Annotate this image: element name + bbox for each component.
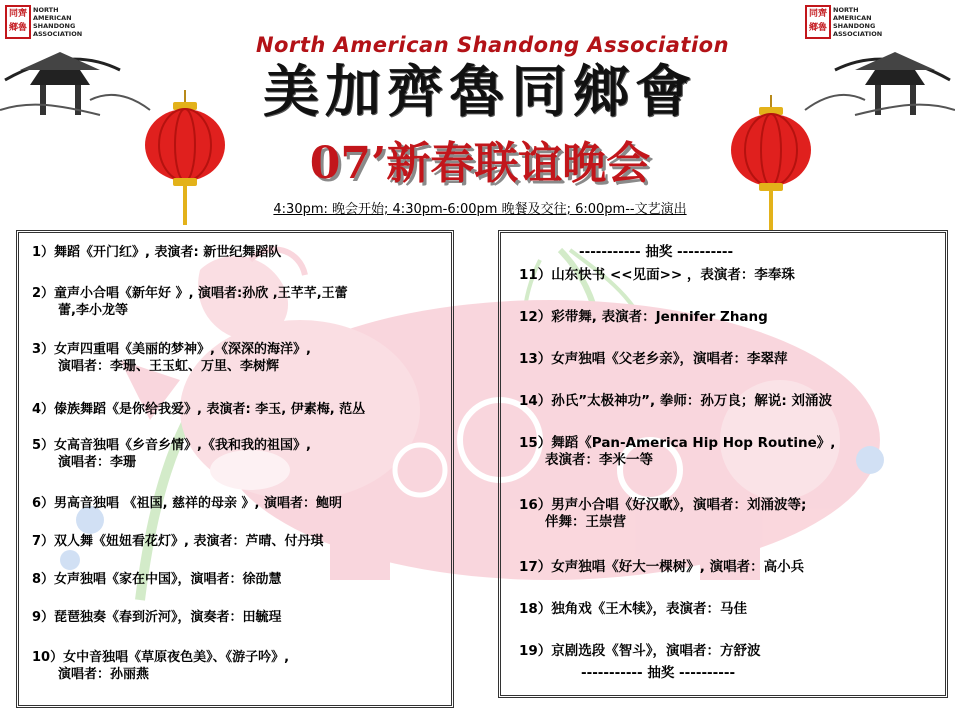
- lottery-divider-bottom: ----------- 抽奖 ----------: [581, 665, 736, 681]
- program-item: [32, 649, 289, 683]
- program-item: [32, 437, 311, 471]
- logo-text: NORTH AMERICAN SHANDONG ASSOCIATION: [833, 6, 883, 38]
- program-item-text: 7）双人舞《妞妞看花灯》, 表演者：芦晴、付丹琪: [32, 534, 324, 549]
- program-item: [32, 401, 365, 418]
- program-item-text: 18）独角戏《王木犊》，表演者：马佳: [519, 601, 748, 617]
- program-item-text: 6）男高音独唱 《祖国, 慈祥的母亲 》, 演唱者：鲍明: [32, 496, 343, 511]
- logo-seal-icon: 同齊 鄉魯: [5, 5, 31, 39]
- program-item-text: 14）孙氏”太极神功”, 拳师：孙万良；解说: 刘涌波: [519, 393, 832, 409]
- program-item: [32, 244, 281, 261]
- program-item: [519, 393, 832, 410]
- program-item: [519, 435, 835, 469]
- program-item-continuation: 表演者：李米一等: [545, 452, 653, 468]
- program-item-text: 8）女声独唱《家在中国》，演唱者：徐劭慧: [32, 572, 282, 587]
- program-item: [519, 643, 761, 660]
- program-item: [519, 351, 788, 368]
- program-item-continuation: 伴舞：王崇营: [545, 514, 626, 530]
- program-item-text: 15）舞蹈《Pan-America Hip Hop Routine》,: [519, 435, 836, 451]
- program-item-text: 4）傣族舞蹈《是你给我爱》, 表演者: 李玉, 伊素梅, 范丛: [32, 402, 366, 417]
- program-item-continuation: 蕾,李小龙等: [58, 303, 128, 318]
- program-item: [32, 495, 342, 512]
- association-logo-right: [805, 5, 885, 45]
- program-item: [519, 309, 768, 326]
- logo-seal-icon: 同齊 鄉魯: [805, 5, 831, 39]
- program-panel-right: [498, 230, 948, 698]
- organization-name-chinese: 美加齊魯同鄉會: [263, 59, 697, 125]
- program-item: [32, 341, 311, 375]
- pavilion-drawing-left-icon: [0, 40, 160, 120]
- program-item-text: 12）彩带舞, 表演者：Jennifer Zhang: [519, 309, 768, 325]
- program-item-text: 17）女声独唱《好大一棵树》, 演唱者：高小兵: [519, 559, 805, 575]
- pavilion-drawing-right-icon: [795, 40, 955, 120]
- program-item-text: 2）童声小合唱《新年好 》, 演唱者:孙欣 ,王芊芊,王蕾: [32, 286, 348, 301]
- program-item-text: 5）女高音独唱《乡音乡情》,《我和我的祖国》,: [32, 438, 311, 453]
- program-item: [32, 285, 348, 319]
- logo-text: NORTH AMERICAN SHANDONG ASSOCIATION: [33, 6, 83, 38]
- program-item: [519, 559, 804, 576]
- program-item-text: 3）女声四重唱《美丽的梦神》,《深深的海洋》,: [32, 342, 311, 357]
- program-item-text: 10）女中音独唱《草原夜色美》、《游子吟》,: [32, 650, 290, 665]
- event-schedule: 4:30pm: 晚会开始; 4:30pm-6:00pm 晚餐及交往; 6:00pm--文艺演出: [273, 202, 687, 217]
- program-item-text: 11）山东快书 <<见面>> ，表演者：李奉珠: [519, 267, 795, 283]
- program-item-text: 19）京剧选段《智斗》，演唱者：方舒波: [519, 643, 761, 659]
- program-item-continuation: 演唱者：李珊、王玉虹、万里、李树辉: [58, 359, 280, 374]
- program-item: [519, 601, 747, 618]
- program-item: [32, 533, 324, 550]
- program-item-continuation: 演唱者：孙丽燕: [58, 667, 150, 682]
- program-item-text: 16）男声小合唱《好汉歌》，演唱者：刘涌波等;: [519, 497, 807, 513]
- program-item-text: 1）舞蹈《开门红》, 表演者: 新世纪舞蹈队: [32, 245, 282, 260]
- program-item-text: 9）琵琶独奏《春到沂河》，演奏者：田毓珵: [32, 610, 282, 625]
- organization-name-english: North American Shandong Association: [255, 33, 730, 57]
- program-item: [32, 571, 282, 588]
- program-item-text: 13）女声独唱《父老乡亲》，演唱者：李翠萍: [519, 351, 788, 367]
- program-item-continuation: 演唱者：李珊: [58, 455, 137, 470]
- program-item: [32, 609, 282, 626]
- program-item: [519, 497, 806, 531]
- program-item: [519, 267, 795, 284]
- association-logo-left: [5, 5, 85, 45]
- event-title: 07’新春联谊晚会: [309, 138, 651, 189]
- program-panel-left: [16, 230, 454, 708]
- lottery-divider-top: ----------- 抽奖 ----------: [579, 244, 734, 260]
